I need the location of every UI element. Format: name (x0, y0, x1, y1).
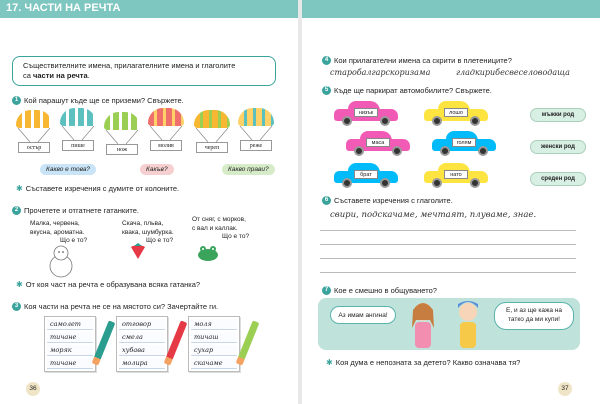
task6-number: 6 (322, 196, 331, 205)
left-page (0, 0, 298, 404)
star-task-2-text: От коя част на речта е образувана всяка гатанка? (25, 280, 201, 289)
car-4[interactable] (432, 132, 496, 156)
task6-text: Съставете изречения с глаголите. (334, 196, 453, 205)
star-task-1-text: Съставете изречения с думите от колоните. (25, 184, 180, 193)
question-what-kind[interactable]: Какъв? (140, 164, 174, 175)
star-icon: ✱ (16, 280, 23, 289)
parachute-word: череп (196, 142, 228, 153)
parachute-1[interactable] (16, 110, 52, 160)
car-6[interactable] (424, 164, 488, 188)
parachute-word: нож (106, 144, 138, 155)
star-task-3-text: Коя дума е непозната за детето? Какво означава тя? (335, 358, 521, 367)
car-1[interactable] (334, 102, 398, 126)
car-word: нато (444, 170, 468, 179)
boy-illustration (452, 294, 484, 350)
snowman-illustration (46, 244, 76, 278)
car-word: голям (452, 138, 476, 147)
pad-word[interactable]: тичаш (191, 332, 237, 343)
task4-text: Кои прилагателни имена са скрити в плетениците? (334, 56, 512, 65)
pad-word[interactable]: молира (119, 358, 165, 369)
car-2[interactable] (424, 102, 488, 126)
task2-text: Прочетете и отгатнете гатанките. (24, 206, 139, 215)
pad-word[interactable]: сухар (191, 345, 237, 356)
question-what-is-this[interactable]: Какво е това? (40, 164, 96, 175)
rule-box (12, 56, 276, 86)
pad-word[interactable]: скачаме (191, 358, 237, 369)
pad-word[interactable]: моряк (47, 345, 93, 356)
page-title: 17. ЧАСТИ НА РЕЧТА (6, 2, 121, 14)
right-header-bar (302, 0, 600, 18)
task6 (322, 196, 453, 205)
pad-word[interactable]: отговор (119, 319, 165, 330)
frog-illustration (196, 244, 220, 262)
task3-number: 3 (12, 302, 21, 311)
word-pad-1 (44, 316, 96, 372)
parachute-6[interactable] (238, 108, 274, 158)
question-what-does[interactable]: Какво прави? (222, 164, 275, 175)
writing-line[interactable] (320, 272, 576, 273)
star-icon: ✱ (16, 184, 23, 193)
girl-illustration (406, 298, 440, 350)
riddle-3: От сняг, с морков, с вал и каллак. Що е то? (192, 216, 250, 240)
task3-text: Коя части на речта не се на мястото си? Зачертайте ги. (24, 302, 219, 311)
word-pad-3 (188, 316, 240, 372)
task5-number: 5 (322, 86, 331, 95)
pad-word[interactable]: тичане (47, 332, 93, 343)
parachute-word: остър (18, 142, 50, 153)
word-pad-2 (116, 316, 168, 372)
task7-text: Кое е смешно в общуването? (334, 286, 437, 295)
task2 (12, 206, 139, 215)
riddle-2: Скача, пльва, квака, шумбурка. Що е то? (122, 220, 174, 244)
task4 (322, 56, 512, 65)
pad-word[interactable]: хубава (119, 345, 165, 356)
star-icon: ✱ (326, 358, 333, 367)
task3 (12, 302, 218, 311)
parachute-word: реже (240, 140, 272, 151)
writing-line[interactable] (320, 230, 576, 231)
parachute-3[interactable] (104, 112, 140, 162)
pad-word[interactable]: самолет (47, 319, 93, 330)
star-task-3 (326, 358, 520, 367)
task1-text: Кой парашут къде ще се приземи? Свържете. (24, 96, 184, 105)
pad-word[interactable]: моля (191, 319, 237, 330)
parachute-5[interactable] (194, 110, 230, 160)
writing-line[interactable] (320, 258, 576, 259)
parachute-2[interactable] (60, 108, 96, 158)
page-number-left: 36 (26, 382, 40, 396)
riddle-1: Малка, червена, вкусна, ароматна. Що е то? (30, 220, 88, 244)
verbs-list: свири, подскачаме, мечтаят, плуваме, знае. (330, 210, 537, 220)
task5 (322, 86, 492, 95)
car-word: лошо (444, 108, 468, 117)
writing-line[interactable] (320, 244, 576, 245)
strawberry-illustration (130, 242, 146, 260)
garage-masculine[interactable]: мъжки род (530, 108, 586, 122)
car-word: низък (354, 108, 378, 117)
task5-text: Къде ще паркират автомобилите? Свържете. (334, 86, 492, 95)
task1 (12, 96, 184, 105)
task7 (322, 286, 437, 295)
speech-bubble-boy: Е, и аз ще кажа на татко да ми купи! (494, 302, 574, 330)
hidden-words-1[interactable]: старобалгарскоризама (330, 68, 431, 77)
task2-number: 2 (12, 206, 21, 215)
page-number-right: 37 (558, 382, 572, 396)
parachute-word: пише (62, 140, 94, 151)
garage-feminine[interactable]: женски род (530, 140, 586, 154)
parachute-word: молив (150, 140, 182, 151)
speech-bubble-girl: Аз имам ангина! (330, 306, 396, 324)
hidden-words-2[interactable]: гладкирибесвеселоводаща (456, 68, 570, 77)
task7-number: 7 (322, 286, 331, 295)
car-5[interactable] (334, 164, 398, 188)
pad-word[interactable]: смела (119, 332, 165, 343)
car-3[interactable] (346, 132, 410, 156)
car-word: брат (354, 170, 378, 179)
car-word: маса (366, 138, 390, 147)
star-task-2 (16, 280, 200, 289)
garage-neuter[interactable]: среден род (530, 172, 586, 186)
star-task-1 (16, 184, 179, 193)
rule-line1: Съществителните имена, прилагателните имена и глаголите (23, 61, 236, 70)
parachute-4[interactable] (148, 108, 184, 158)
rule-line2: са части на речта. (23, 71, 90, 80)
task4-number: 4 (322, 56, 331, 65)
pad-word[interactable]: тичане (47, 358, 93, 369)
task1-number: 1 (12, 96, 21, 105)
